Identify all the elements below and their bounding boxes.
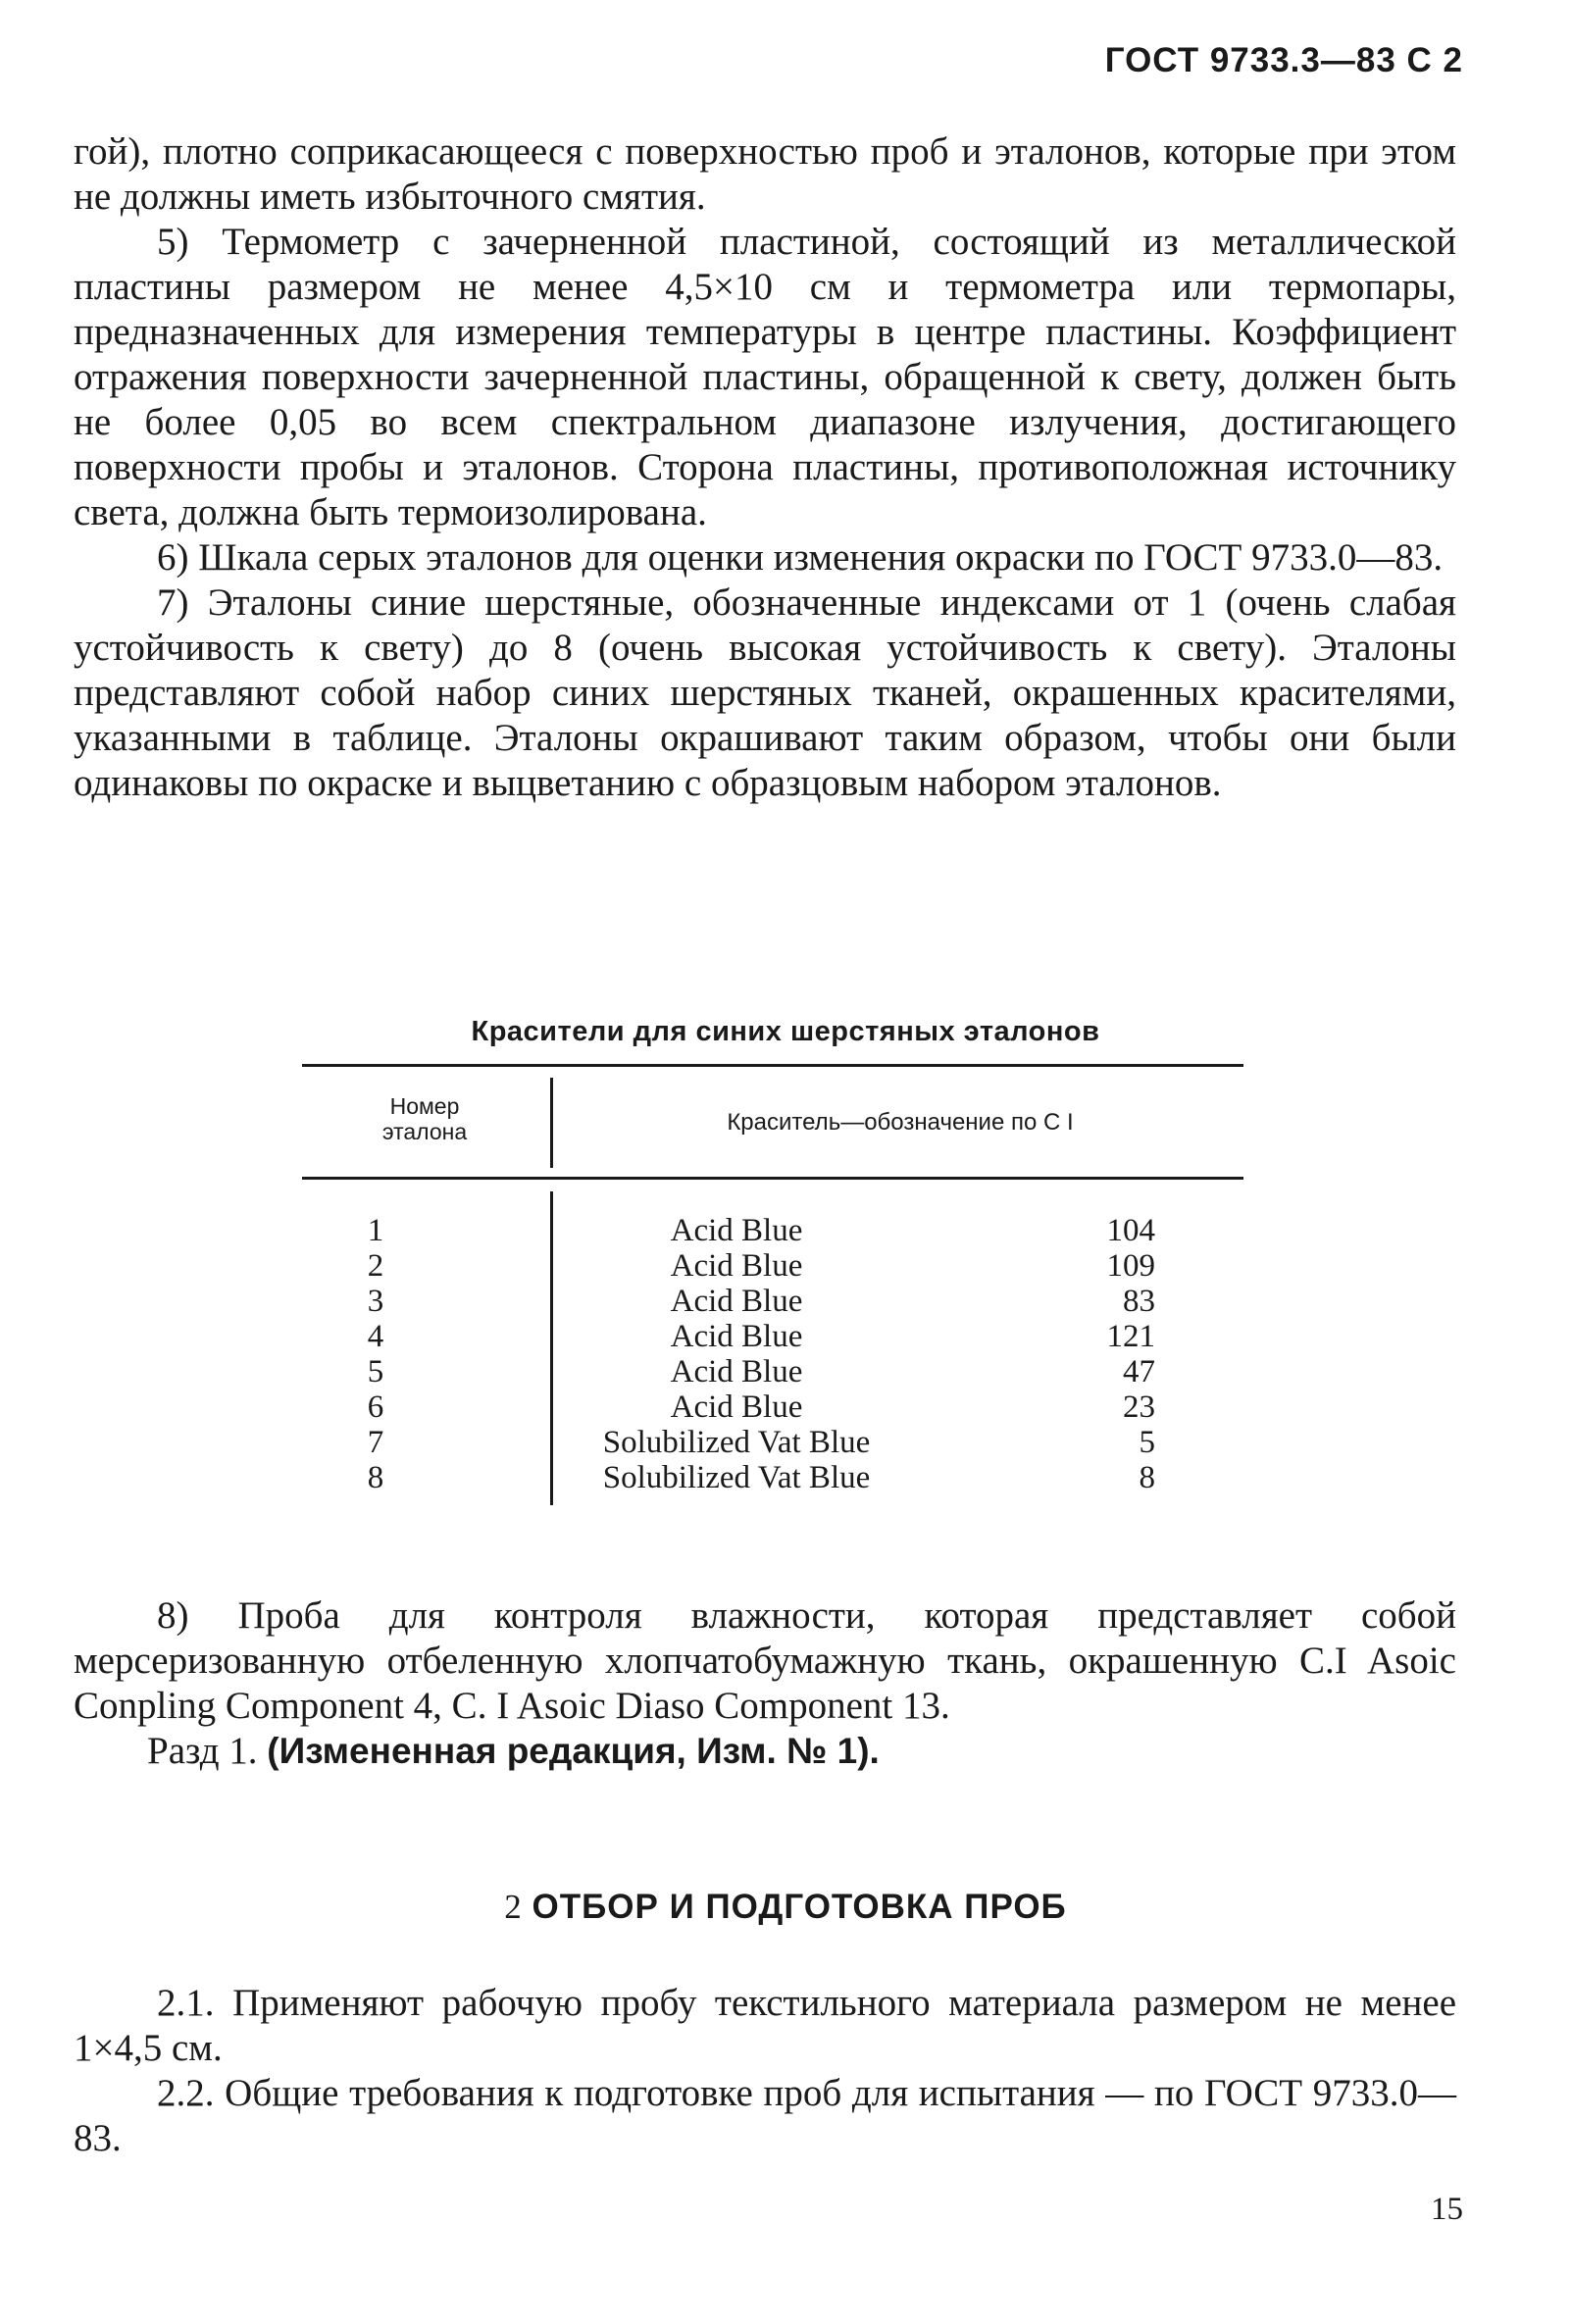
table-body (302, 1213, 1243, 1495)
row-dye-name: Acid Blue (670, 1248, 803, 1284)
row-dye-code: 121 (1106, 1319, 1155, 1354)
row-number: 8 (367, 1460, 384, 1495)
section-2-number: 2 (504, 1888, 523, 1926)
row-dye-name: Solubilized Vat Blue (602, 1425, 871, 1460)
paragraph-item-7: 7) Эталоны синие шерстяные, обозначенные индексами от 1 (очень слабая устойчивость к свету) до 8 (очень высокая устойчивость к свету). Эталоны представляют собой набор синих шерстяных тканей, окрашенных красителями, указанными в таблице. Эталоны окрашивают таким образом, чтобы они были одинаковы по окраске и выцветанию с образцовым набором эталонов. (74, 581, 1456, 804)
row-dye-code: 83 (1123, 1284, 1155, 1319)
row-dye-code: 23 (1123, 1389, 1155, 1425)
page-header-standard: ГОСТ 9733.3—83 С 2 (1104, 41, 1463, 79)
paragraph-continuation: гой), плотно соприкасающееся с поверхностью проб и эталонов, которые при этом не должны иметь избыточного смятия. (74, 130, 1456, 218)
amendment-text: (Измененная редакция, Изм. № 1). (267, 1731, 880, 1771)
row-dye-code: 8 (1139, 1460, 1155, 1495)
bottom-text-block (74, 1593, 1456, 1774)
table-header-dye: Краситель—обозначение по С I (727, 1109, 1074, 1136)
table-header-number (302, 1093, 547, 1144)
row-dye-name: Acid Blue (670, 1284, 803, 1319)
paragraph-item-6: 6) Шкала серых эталонов для оценки изменения окраски по ГОСТ 9733.0—83. (157, 536, 1444, 579)
row-number: 4 (367, 1319, 384, 1354)
row-dye-code: 109 (1106, 1248, 1155, 1284)
row-dye-name: Acid Blue (670, 1213, 803, 1248)
row-dye-name: Acid Blue (670, 1319, 803, 1354)
row-number: 3 (367, 1284, 384, 1319)
table-header-number-line2: эталона (381, 1119, 468, 1144)
table-row (302, 1213, 1243, 1248)
table-row (302, 1389, 1243, 1425)
row-number: 1 (367, 1213, 384, 1248)
row-dye-code: 5 (1139, 1425, 1155, 1460)
section-2-heading (0, 1888, 1571, 1927)
table-row (302, 1425, 1243, 1460)
table-header-rule (302, 1177, 1243, 1180)
paragraph-2-2: 2.2. Общие требования к подготовке проб для испытания — по ГОСТ 9733.0—83. (74, 2072, 1456, 2159)
section-2-title: ОТБОР И ПОДГОТОВКА ПРОБ (532, 1888, 1067, 1926)
row-dye-name: Acid Blue (670, 1389, 803, 1425)
table-header-number-line1: Номер (389, 1093, 460, 1119)
paragraph-2-1: 2.1. Применяют рабочую пробу текстильного материала размером не менее 1×4,5 см. (74, 1982, 1456, 2069)
row-dye-code: 47 (1123, 1354, 1155, 1389)
paragraph-item-5: 5) Термометр с зачерненной пластиной, состоящий из металлической пластины размером не менее 4,5×10 см и термометра или термопары, предназначенных для измерения температуры в центре пластины. Коэффициент отражения поверхности зачерненной пластины, обращенной к свету, должен быть не более 0,05 во всем спектральном диапазоне излучения, достигающего поверхности пробы и эталонов. Сторона пластины, противоположная источнику света, должна быть термоизолирована. (74, 221, 1456, 533)
row-dye-code: 104 (1106, 1213, 1155, 1248)
row-number: 5 (367, 1354, 384, 1389)
row-dye-name: Solubilized Vat Blue (602, 1460, 871, 1495)
section-amendment-note (74, 1729, 1456, 1774)
section-2-text (74, 1981, 1456, 2161)
row-number: 2 (367, 1248, 384, 1284)
table-header-divider (550, 1078, 553, 1168)
dye-table (302, 1064, 1243, 1505)
table-row (302, 1354, 1243, 1389)
top-text-block (74, 129, 1456, 806)
amendment-label: Разд 1. (147, 1730, 258, 1772)
row-number: 7 (367, 1425, 384, 1460)
table-title: Красители для синих шерстяных эталонов (471, 1016, 1100, 1047)
table-top-rule (302, 1064, 1243, 1067)
paragraph-item-8: 8) Проба для контроля влажности, которая представляет собой мерсеризованную отбеленную хлопчатобумажную ткань, окрашенную C.I Asoic Conpling Component 4, C. I Asoic Diaso Component 13. (74, 1594, 1456, 1727)
table-row (302, 1319, 1243, 1354)
table-row (302, 1248, 1243, 1284)
table-row (302, 1460, 1243, 1495)
table-row (302, 1284, 1243, 1319)
row-dye-name: Acid Blue (670, 1354, 803, 1389)
row-number: 6 (367, 1389, 384, 1425)
page-number: 15 (1431, 2192, 1463, 2227)
